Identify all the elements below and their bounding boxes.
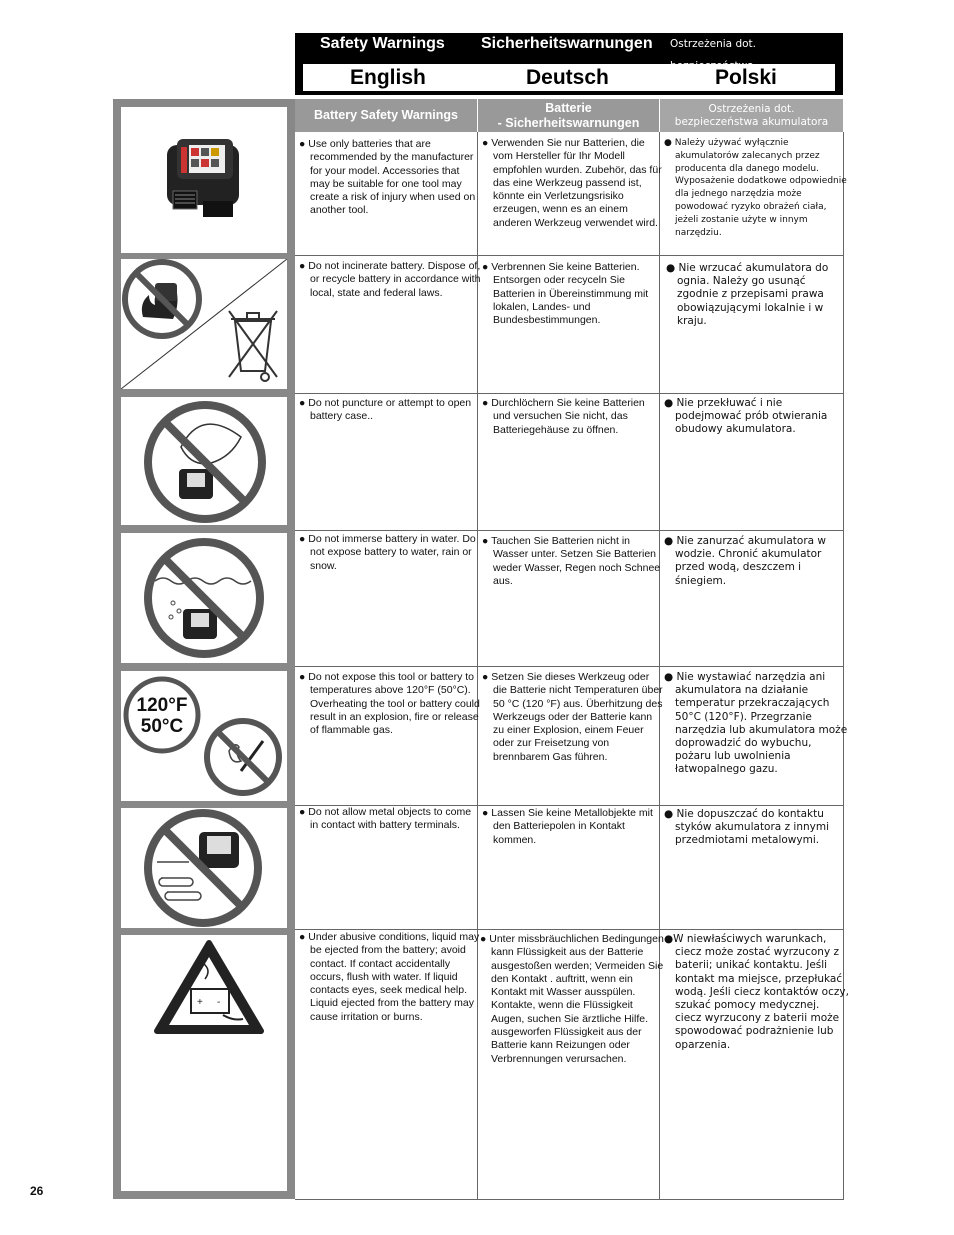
row-divider	[295, 393, 843, 394]
no-metal-contact-icon	[121, 808, 287, 928]
warning-text-de: ● Unter missbräuchlichen Bedingungen kann Flüssigkeit aus der Batterie ausgestoßen werden; Vermeiden Sie den Kontakt . auftritt, wenn ein Kontakt mit Wasser ausspülen. Kontakte, wenn die Flüssigkeit Augen, suchen Sie ärztliche Hilfe. ausgeworfen Flüssigkeit aus der Batterie kann Reizungen oder Verbrennungen verursachen.	[480, 933, 664, 1065]
warning-text-pl: ● Nie wystawiać narzędzia ani akumulatora na działanie temperatur przekraczających 50°C (120°F). Przegrzanie narzędzia lub akumulatora może doprowadzić do wybuchu, pożaru lub uwolnienia łatwopalnego gazu.	[664, 671, 848, 776]
no-fire-recycle-icon	[121, 259, 287, 389]
warning-text-pl: ● Nie przekłuwać i nie podejmować prób otwierania obudowy akumulatora.	[664, 397, 828, 436]
temperature-limit-icon	[121, 671, 287, 801]
warning-text-en: ● Do not allow metal objects to come in contact with battery terminals.	[299, 806, 472, 832]
warning-text-de: ● Tauchen Sie Batterien nicht in Wasser unter. Setzen Sie Batterien weder Wasser, Regen noch Schnee aus.	[482, 535, 661, 587]
warning-text-en: ● Under abusive conditions, liquid may be ejected from the battery; avoid contact. If contact accidentally occurs, flush with water. If liquid contacts eyes, seek medical help. Liquid ejected from the battery may cause irritation or burns.	[299, 931, 480, 1023]
warning-text-pl: ● Nie zanurzać akumulatora w wodzie. Chronić akumulator przed wodą, deszczem i śniegiem.	[664, 535, 826, 587]
warning-text-pl: ● Nie wrzucać akumulatora do ognia. Należy go usunąć zgodnie z przepisami prawa obowiązującymi lokalnie i w kraju.	[666, 262, 829, 327]
row-divider	[295, 255, 843, 256]
row-divider	[295, 929, 843, 930]
battery-liquid-warning-icon	[121, 935, 287, 1191]
warning-text-de: ● Verwenden Sie nur Batterien, die vom Hersteller für Ihr Modell empfohlen wurden. Zubehör, das für das eine Werkzeug passend ist, könnte ein Verletzungsrisiko erzeugen, wenn es an einem anderen Werkzeug verwendet wird.	[482, 137, 662, 229]
page-number: 26	[30, 1184, 44, 1198]
lang-en: English	[350, 66, 426, 89]
header-title-en: Safety Warnings	[320, 35, 445, 52]
warning-text-pl: ●W niewłaściwych warunkach, ciecz może zostać wyrzucony z baterii; unikać kontaktu. Jeśli kontakt ma miejsce, przepłukać wodą. Jeśli ciecz kontaktów oczy, szukać pomocy medycznej. ciecz wyrzucony z baterii może spowodować podrażnienie lub oparzenia.	[664, 933, 849, 1051]
warning-text-pl: ● Nie dopuszczać do kontaktu styków akumulatora z innymi przedmiotami metalowymi.	[664, 808, 830, 847]
language-bar	[303, 64, 835, 91]
warning-text-en: ● Do not incinerate battery. Dispose of, or recycle battery in accordance with local, state and federal laws.	[299, 260, 481, 299]
warning-text-en: ● Use only batteries that are recommended by the manufacturer for your model. Accessories that may be suitable for one tool may create a risk of injury when used on another tool.	[299, 138, 476, 217]
warning-text-de: ● Durchlöchern Sie keine Batterien und versuchen Sie nicht, das Batteriegehäuse zu öffnen.	[482, 397, 645, 436]
warning-text-de: ● Lassen Sie keine Metallobjekte mit den Batteriepolen in Kontakt kommen.	[482, 807, 653, 846]
header-title-pl: Ostrzeżenia dot.	[670, 38, 756, 50]
warning-text-en: ● Do not puncture or attempt to open battery case..	[299, 397, 472, 423]
svg-text:-: -	[217, 997, 221, 1008]
column-header-en: Battery Safety Warnings	[295, 99, 477, 132]
warning-text-pl: ● Należy używać wyłącznie akumulatorów zalecanych przez producenta dla danego modelu. Wyposażenie dodatkowe odpowiednie dla jednego narzędzia może powodować ryzyko obrażeń ciała, jeżeli zostanie użyte w innym narzędziu.	[664, 138, 847, 238]
warning-text-de: ● Setzen Sie dieses Werkzeug oder die Batterie nicht Temperaturen über 50 °C (120 °F) aus. Überhitzung des Werkzeugs oder der Batterie kann zu einer Explosion, einem Feuer oder zur Freisetzung von brennbarem Gas führen.	[482, 671, 663, 763]
row-divider	[295, 530, 843, 531]
warning-text-en: ● Do not expose this tool or battery to temperatures above 120°F (50°C). Overheating the tool or battery could result in an explosion, fire or release of flammable gas.	[299, 671, 480, 737]
battery-pack-icon	[121, 107, 287, 253]
header-title-de: Sicherheitswarnungen	[481, 35, 653, 52]
lang-de: Deutsch	[526, 66, 609, 89]
temp-f-label: 120°F	[136, 695, 188, 716]
svg-text:+: +	[197, 997, 203, 1008]
temp-c-label: 50°C	[140, 716, 184, 737]
column-header-pl: Ostrzeżenia dot. bezpieczeństwa akumulatora	[660, 99, 843, 132]
warning-text-de: ● Verbrennen Sie keine Batterien. Entsorgen oder recyceln Sie Batterien in Übereinstimmung mit lokalen, Landes- und Bundesbestimmungen.	[482, 261, 649, 327]
no-water-icon	[121, 533, 287, 663]
lang-pl: Polski	[715, 66, 777, 89]
warning-text-en: ● Do not immerse battery in water. Do not expose battery to water, rain or snow.	[299, 533, 476, 572]
row-divider	[295, 666, 843, 667]
column-header-de: Batterie - Sicherheitswarnungen	[478, 99, 659, 132]
no-puncture-icon	[121, 397, 287, 525]
header-bar	[295, 33, 843, 95]
